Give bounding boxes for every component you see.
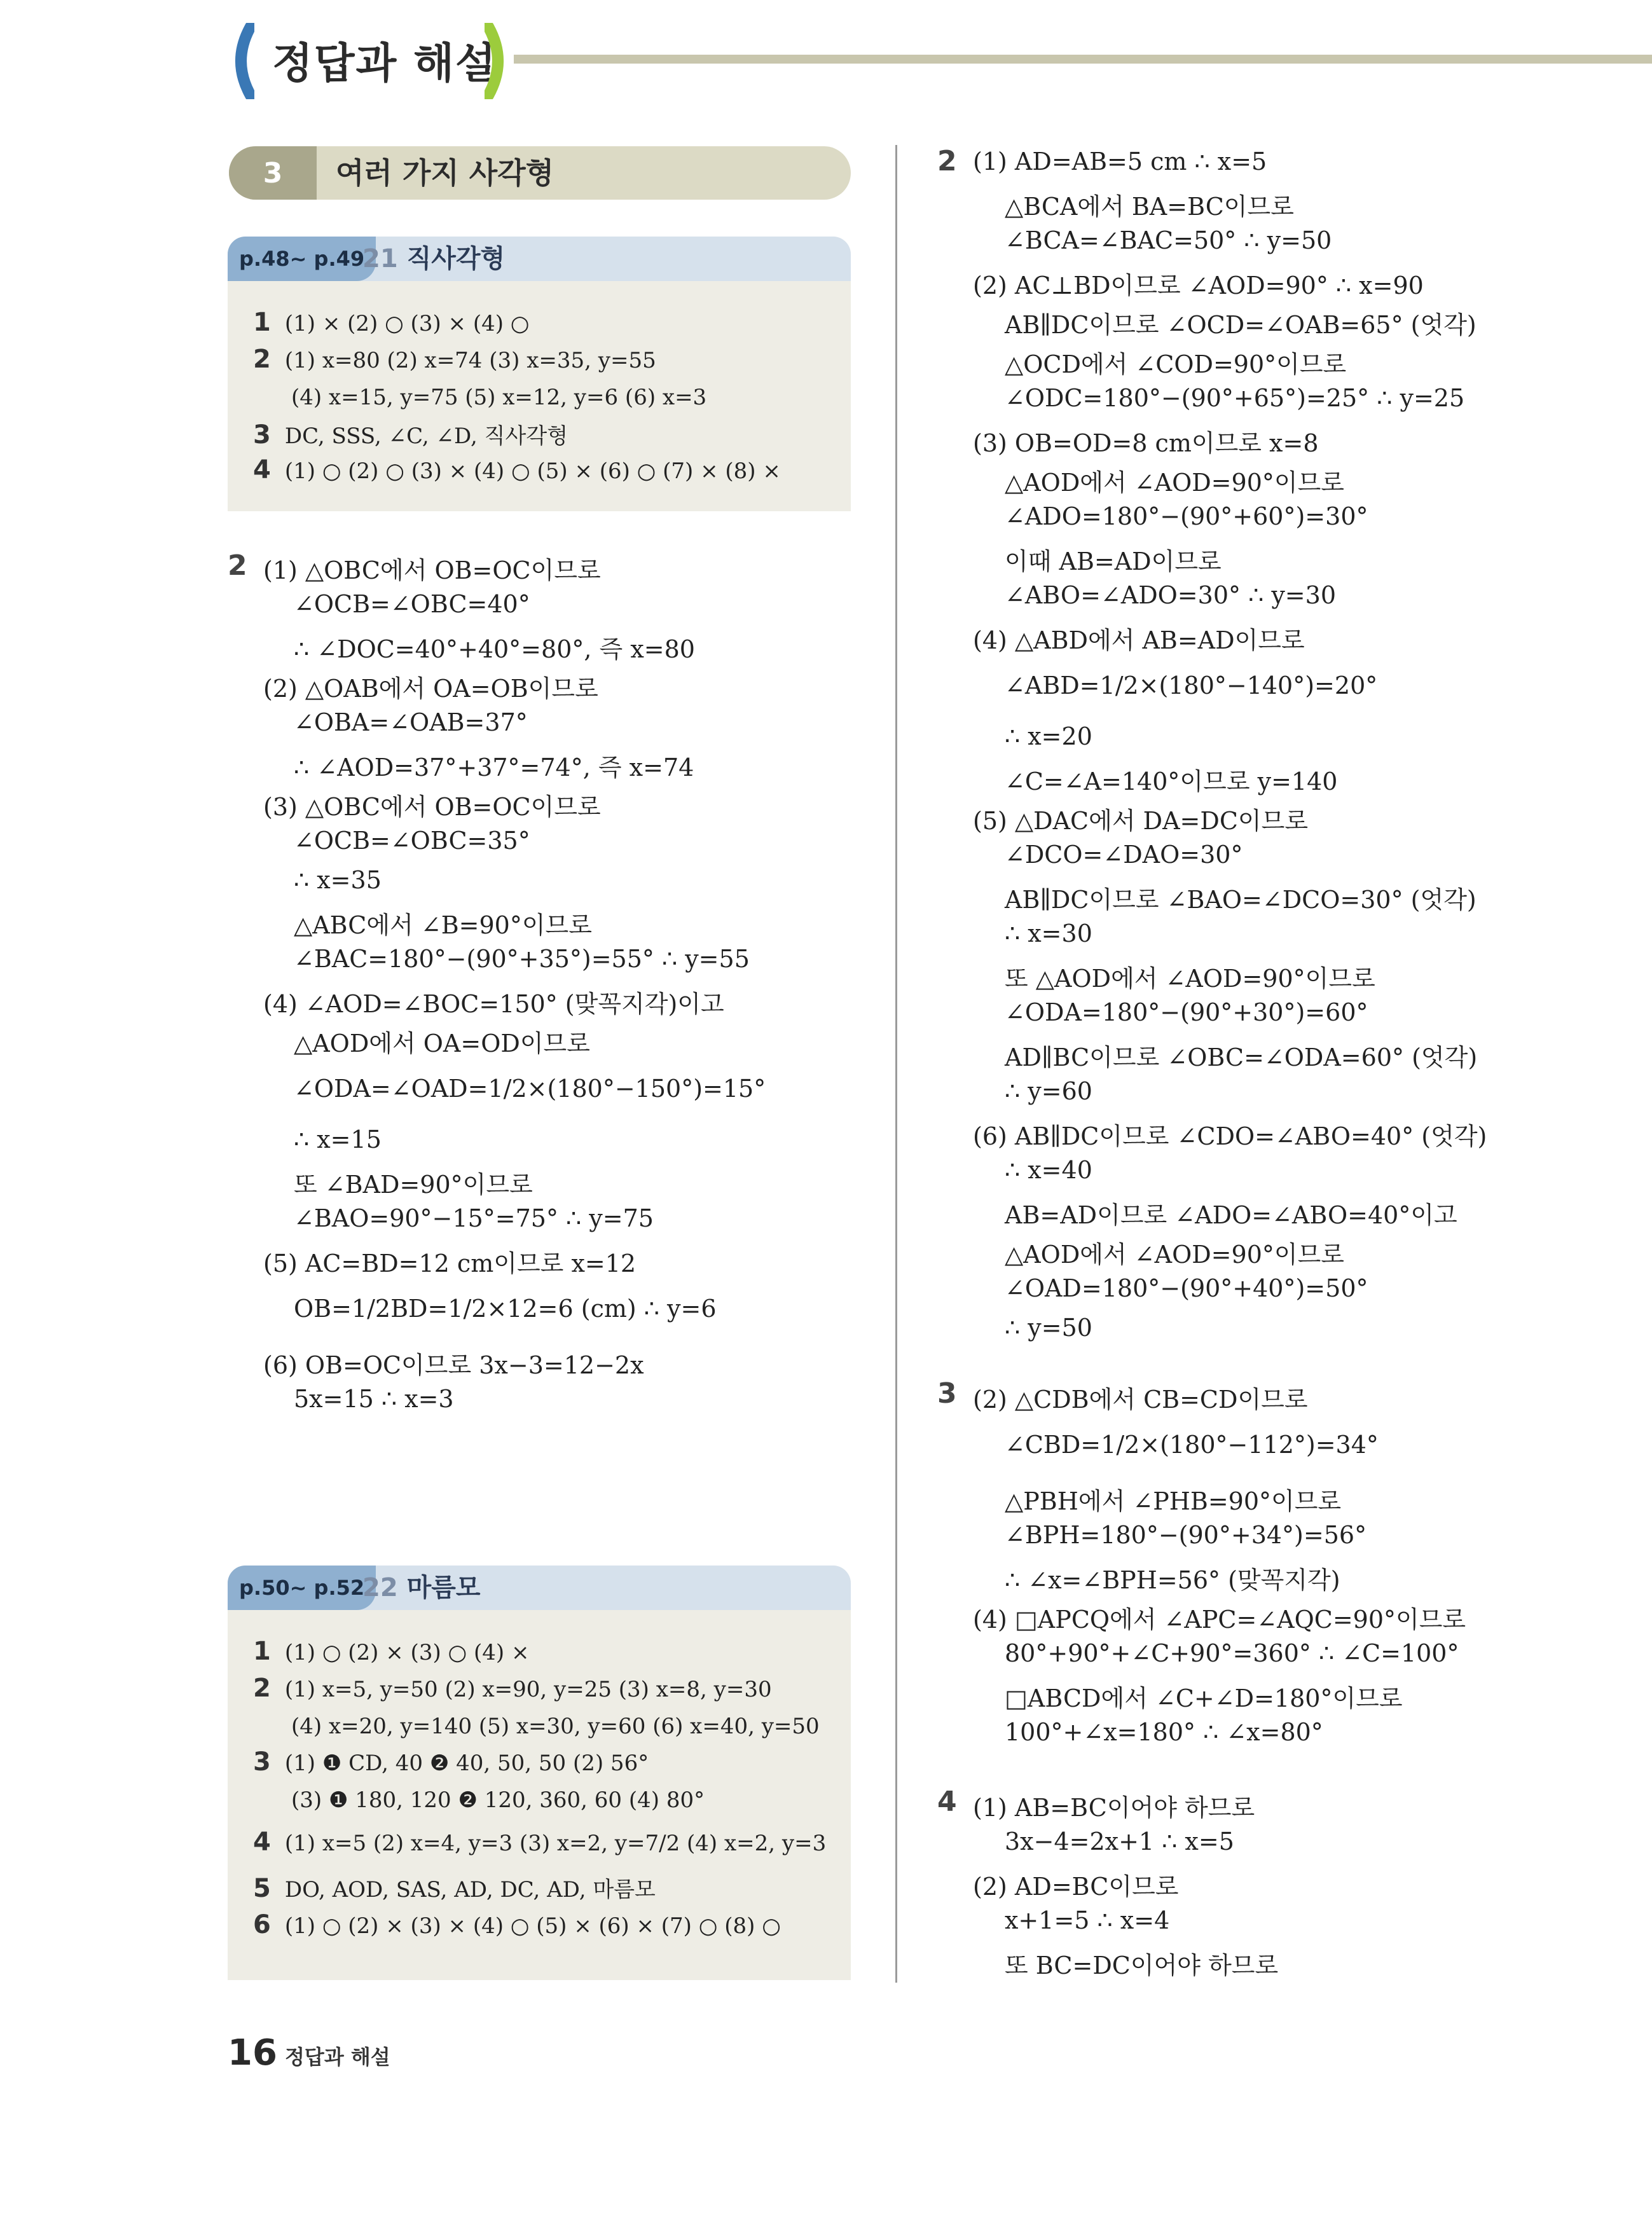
section-title [362, 237, 505, 281]
solution-line: AB∥DC이므로 ∠BAO=∠DCO=30° (엇각) [1005, 886, 1476, 914]
solution-line: ∠ADO=180°−(90°+60°)=30° [1005, 502, 1368, 530]
solution-line: ∴ x=30 [1005, 919, 1092, 947]
answer-line [253, 1910, 781, 1939]
solution-line: △PBH에서 ∠PHB=90°이므로 [1005, 1487, 1342, 1515]
answer-number: 4 [253, 455, 271, 485]
solution-line: (4) □APCQ에서 ∠APC=∠AQC=90°이므로 [973, 1606, 1466, 1634]
answer-box-22 [228, 1566, 851, 1980]
answer-line [277, 382, 706, 411]
solution-line: (3) OB=OD=8 cm이므로 x=8 [973, 429, 1319, 457]
answer-text: (1) ○ (2) ○ (3) × (4) ○ (5) × (6) ○ (7) × (8) × [284, 458, 781, 484]
solution-line: ∠ABO=∠ADO=30° ∴ y=30 [1005, 581, 1336, 609]
chapter-number: 3 [229, 146, 317, 200]
solution-line: (1) AD=AB=5 cm ∴ x=5 [973, 148, 1267, 176]
solution-line: ∴ x=15 [294, 1125, 382, 1153]
solution-line: ∴ ∠x=∠BPH=56° (맞꼭지각) [1005, 1566, 1340, 1594]
answer-line [253, 1674, 772, 1703]
section-number: 21 [362, 244, 398, 273]
answer-number: 4 [253, 1827, 271, 1857]
section-name: 마름모 [406, 1573, 481, 1602]
answer-text: (3) ❶ 180, 120 ❷ 120, 360, 60 (4) 80° [291, 1787, 705, 1813]
solution-line: ∠ODA=180°−(90°+30°)=60° [1005, 998, 1368, 1026]
answer-line [253, 455, 781, 485]
solution-line: ∴ y=50 [1005, 1314, 1092, 1342]
solution-line: ∴ x=20 [1005, 722, 1092, 750]
answer-number: 2 [253, 1674, 271, 1703]
solution-line: ∠BPH=180°−(90°+34°)=56° [1005, 1521, 1367, 1549]
section-title [362, 1566, 481, 1610]
question-number: 4 [937, 1786, 957, 1818]
answer-number: 1 [253, 1637, 271, 1666]
question-number: 2 [937, 145, 957, 177]
solution-line: ∠BAO=90°−15°=75° ∴ y=75 [294, 1204, 654, 1232]
answer-line [253, 1637, 529, 1666]
answer-line [253, 308, 529, 337]
column-divider [895, 145, 897, 1983]
answer-box-21 [228, 237, 851, 511]
solution-line: ∠OAD=180°−(90°+40°)=50° [1005, 1274, 1368, 1302]
answer-number: 6 [253, 1910, 271, 1939]
solution-line: ∠BCA=∠BAC=50° ∴ y=50 [1005, 226, 1332, 254]
page-number: 16 [228, 2032, 277, 2074]
question-number: 2 [228, 549, 247, 582]
footer-label: 정답과 해설 [285, 2045, 390, 2069]
solution-line: AD∥BC이므로 ∠OBC=∠ODA=60° (엇각) [1005, 1043, 1478, 1071]
answer-text: (1) x=80 (2) x=74 (3) x=35, y=55 [284, 348, 656, 373]
header-rule [514, 55, 1652, 64]
solution-line: 또 △AOD에서 ∠AOD=90°이므로 [1005, 965, 1375, 993]
answer-text: DO, AOD, SAS, AD, DC, AD, 마름모 [284, 1877, 656, 1903]
section-name: 직사각형 [406, 244, 506, 273]
answer-line [277, 1710, 820, 1740]
solution-line: (3) △OBC에서 OB=OC이므로 [263, 793, 601, 821]
section-number: 22 [362, 1573, 398, 1602]
solution-line: △BCA에서 BA=BC이므로 [1005, 193, 1294, 221]
question-number: 3 [937, 1377, 957, 1410]
solution-line: △ABC에서 ∠B=90°이므로 [294, 911, 592, 939]
solution-line: 100°+∠x=180° ∴ ∠x=80° [1005, 1718, 1323, 1746]
solution-line: 80°+90°+∠C+90°=360° ∴ ∠C=100° [1005, 1639, 1459, 1667]
answer-text: (1) × (2) ○ (3) × (4) ○ [284, 311, 530, 336]
solution-line: ∴ ∠AOD=37°+37°=74°, 즉 x=74 [294, 754, 694, 781]
answer-text: (1) ❶ CD, 40 ❷ 40, 50, 50 (2) 56° [284, 1751, 649, 1776]
solution-line: ∠ABD=1/2×(180°−140°)=20° [1005, 671, 1378, 699]
solution-line: (1) AB=BC이어야 하므로 [973, 1794, 1255, 1822]
answer-line [253, 418, 568, 450]
solution-line: (5) AC=BD=12 cm이므로 x=12 [263, 1249, 637, 1277]
answer-number: 1 [253, 308, 271, 337]
solution-line: (1) △OBC에서 OB=OC이므로 [263, 556, 601, 584]
solution-line: OB=1/2BD=1/2×12=6 (cm) ∴ y=6 [294, 1295, 717, 1323]
solution-line: (2) △CDB에서 CB=CD이므로 [973, 1386, 1308, 1414]
solution-line: 5x=15 ∴ x=3 [294, 1385, 454, 1413]
answer-line [253, 345, 656, 374]
solution-line: 3x−4=2x+1 ∴ x=5 [1005, 1827, 1234, 1855]
answer-number: 3 [253, 1747, 271, 1777]
answer-text: (4) x=15, y=75 (5) x=12, y=6 (6) x=3 [291, 385, 707, 410]
answer-text: (1) x=5 (2) x=4, y=3 (3) x=2, y=7/2 (4) x=2, y=3 [284, 1831, 827, 1856]
solution-line: ∠OBA=∠OAB=37° [294, 708, 528, 736]
solution-line: ∠C=∠A=140°이므로 y=140 [1005, 767, 1338, 795]
solution-line: ∴ x=35 [294, 866, 382, 894]
solution-line: (4) △ABD에서 AB=AD이므로 [973, 626, 1305, 654]
solution-line: 또 ∠BAD=90°이므로 [294, 1171, 533, 1199]
chapter-title: 여러 가지 사각형 [336, 156, 554, 190]
solution-line: ∴ ∠DOC=40°+40°=80°, 즉 x=80 [294, 635, 695, 663]
answer-number: 2 [253, 345, 271, 374]
solution-line: (2) AD=BC이므로 [973, 1873, 1179, 1901]
solution-line: (4) ∠AOD=∠BOC=150° (맞꼭지각)이고 [263, 990, 724, 1018]
solution-line: x+1=5 ∴ x=4 [1005, 1906, 1170, 1934]
answer-text: DC, SSS, ∠C, ∠D, 직사각형 [284, 423, 568, 449]
answer-line [277, 1784, 705, 1814]
solution-line: ∠OCB=∠OBC=35° [294, 827, 530, 855]
solution-line: (6) AB∥DC이므로 ∠CDO=∠ABO=40° (엇각) [973, 1122, 1487, 1150]
solution-line: ∠OCB=∠OBC=40° [294, 590, 530, 618]
solution-line: △OCD에서 ∠COD=90°이므로 [1005, 350, 1347, 378]
solution-line: □ABCD에서 ∠C+∠D=180°이므로 [1005, 1684, 1403, 1712]
page-range-tag: p.48~ p.49 [228, 237, 376, 281]
solution-line: AB=AD이므로 ∠ADO=∠ABO=40°이고 [1005, 1201, 1457, 1229]
solution-line: △AOD에서 OA=OD이므로 [294, 1029, 590, 1057]
left-bracket-icon [229, 23, 254, 99]
answer-line [253, 1827, 826, 1857]
solution-line: (2) AC⊥BD이므로 ∠AOD=90° ∴ x=90 [973, 272, 1424, 299]
header-title: 정답과 해설 [272, 39, 497, 88]
answer-text: (1) x=5, y=50 (2) x=90, y=25 (3) x=8, y=30 [284, 1677, 772, 1702]
solution-line: ∠CBD=1/2×(180°−112°)=34° [1005, 1431, 1379, 1459]
solution-line: AB∥DC이므로 ∠OCD=∠OAB=65° (엇각) [1005, 311, 1476, 339]
answer-number: 5 [253, 1874, 271, 1903]
solution-line: ∴ y=60 [1005, 1077, 1092, 1105]
answer-number: 3 [253, 420, 271, 450]
solution-line: 이때 AB=AD이므로 [1005, 547, 1222, 575]
solution-line: ∠DCO=∠DAO=30° [1005, 841, 1243, 869]
answer-line [253, 1747, 649, 1777]
answer-text: (1) ○ (2) × (3) × (4) ○ (5) × (6) × (7) ○ (8) ○ [284, 1913, 781, 1939]
right-bracket-icon [485, 23, 510, 99]
solution-line: ∠BAC=180°−(90°+35°)=55° ∴ y=55 [294, 945, 750, 973]
solution-line: △AOD에서 ∠AOD=90°이므로 [1005, 469, 1345, 497]
solution-line: ∴ x=40 [1005, 1156, 1092, 1184]
solution-line: 또 BC=DC이어야 하므로 [1005, 1951, 1279, 1979]
solution-line: (5) △DAC에서 DA=DC이므로 [973, 807, 1309, 835]
answer-text: (1) ○ (2) × (3) ○ (4) × [284, 1640, 530, 1665]
answer-line [253, 1872, 656, 1903]
answer-text: (4) x=20, y=140 (5) x=30, y=60 (6) x=40, y=50 [291, 1714, 820, 1739]
solution-line: △AOD에서 ∠AOD=90°이므로 [1005, 1241, 1345, 1269]
page-range-tag: p.50~ p.52 [228, 1566, 376, 1610]
solution-line: (6) OB=OC이므로 3x−3=12−2x [263, 1351, 644, 1379]
solution-line: ∠ODC=180°−(90°+65°)=25° ∴ y=25 [1005, 384, 1465, 412]
solution-line: (2) △OAB에서 OA=OB이므로 [263, 675, 598, 703]
solution-line: ∠ODA=∠OAD=1/2×(180°−150°)=15° [294, 1075, 766, 1103]
